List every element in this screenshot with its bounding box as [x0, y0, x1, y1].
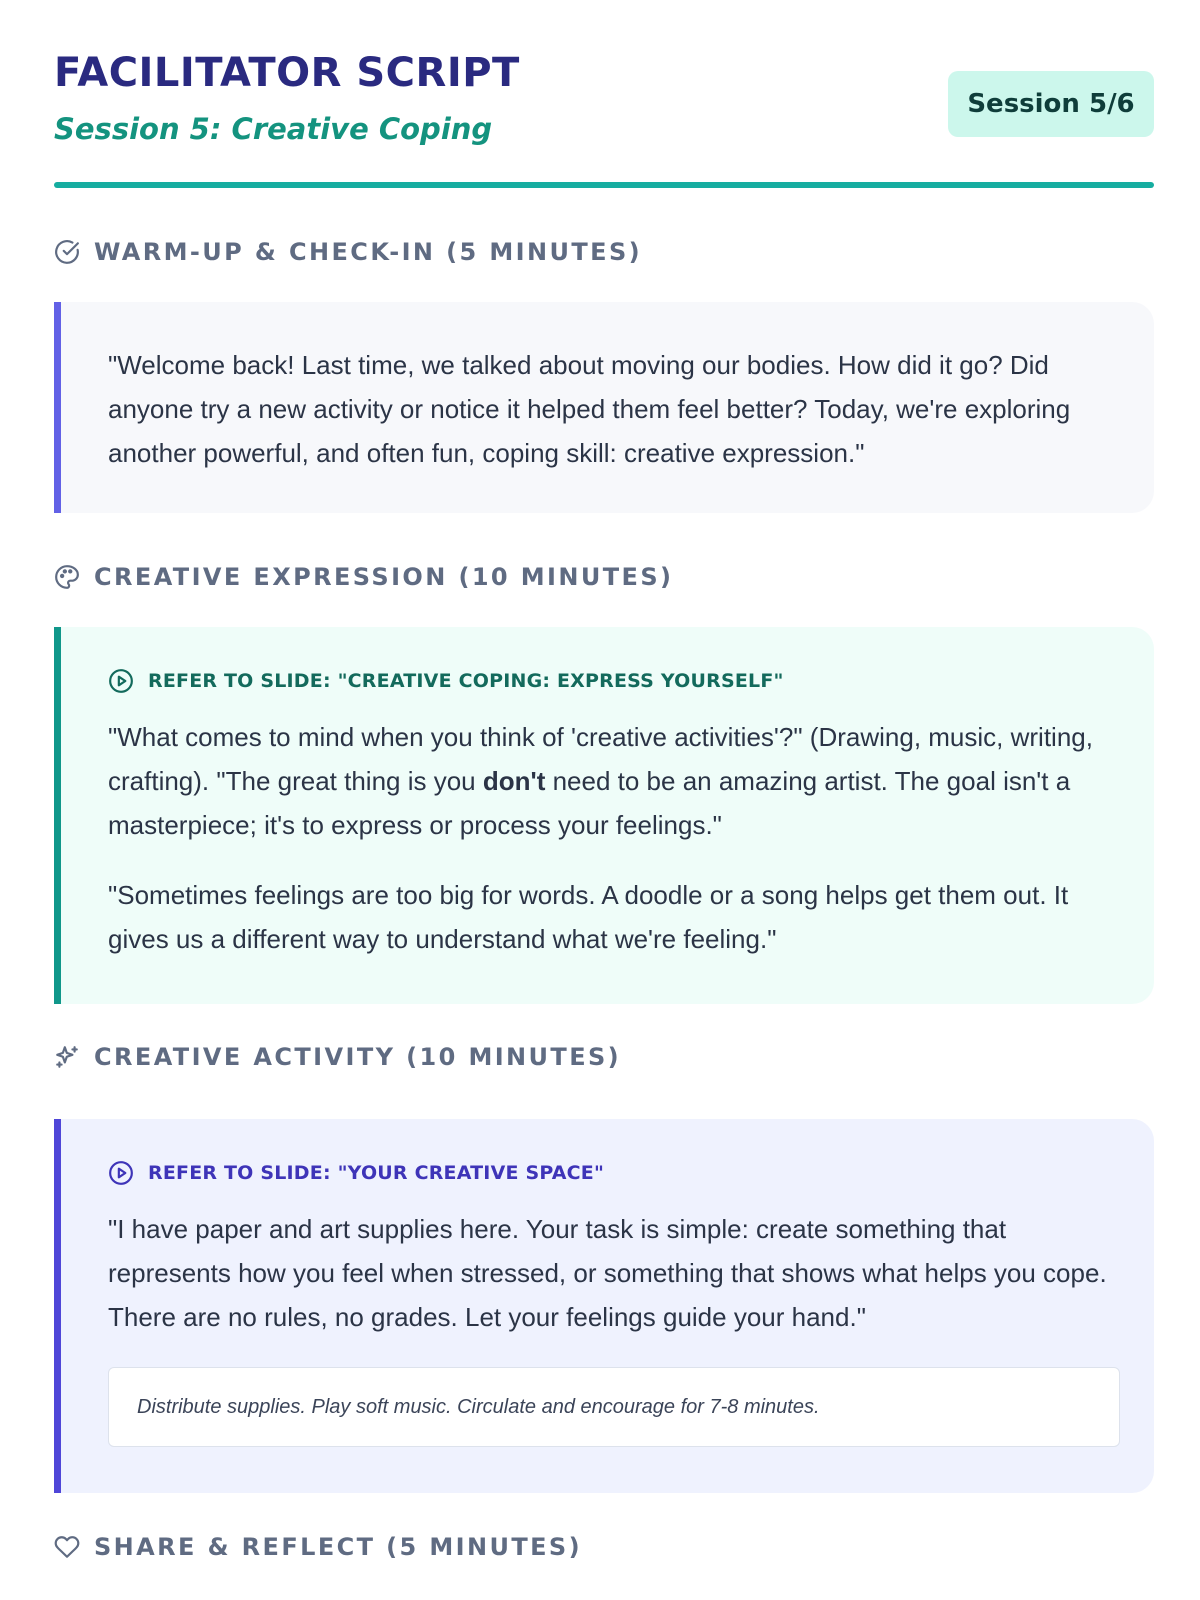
warmup-card — [54, 302, 1154, 513]
section-heading-share — [54, 1532, 582, 1562]
palette-icon — [54, 564, 80, 590]
page-title: FACILITATOR SCRIPT — [54, 50, 520, 96]
section-heading-warmup — [54, 237, 642, 267]
quote-text: "What comes to mind when you think of 'creative activities'?" (Drawing, music, writing, crafting). "The great thing is you — [108, 722, 1093, 796]
section-heading-expression — [54, 562, 673, 592]
slide-reference-label: REFER TO SLIDE: "CREATIVE COPING: EXPRESS YOURSELF" — [148, 670, 784, 692]
facilitator-script-page — [54, 0, 1154, 1561]
page-subtitle: Session 5: Creative Coping — [54, 112, 493, 146]
expression-quote-1 — [108, 715, 1108, 847]
warmup-quote: "Welcome back! Last time, we talked about moving our bodies. How did it go? Did anyone try a new activity or notice it helped them feel better? Today, we're exploring another powerful, and often fun, coping skill: creative expression." — [108, 350, 1071, 468]
play-circle-icon — [108, 1160, 134, 1186]
session-badge: Session 5/6 — [948, 71, 1154, 137]
facilitator-note: Distribute supplies. Play soft music. Circulate and encourage for 7-8 minutes. — [108, 1367, 1120, 1447]
section-heading-label: SHARE & REFLECT (5 MINUTES) — [94, 1533, 582, 1561]
heart-icon — [54, 1534, 80, 1560]
quote-text: need to be an amazing artist. The goal isn't a masterpiece; it's to express or process your feelings." — [108, 766, 1071, 840]
slide-reference — [108, 1159, 1108, 1187]
header-divider — [54, 182, 1154, 188]
section-heading-label: CREATIVE EXPRESSION (10 MINUTES) — [94, 563, 674, 591]
emphasis-text: don't — [482, 766, 546, 796]
expression-quote-2: "Sometimes feelings are too big for words. A doodle or a song helps get them out. It gives us a different way to understand what we're feeling." — [108, 880, 1069, 954]
section-heading-label: CREATIVE ACTIVITY (10 MINUTES) — [94, 1043, 622, 1071]
section-heading-label: WARM-UP & CHECK-IN (5 MINUTES) — [94, 238, 642, 266]
activity-quote: "I have paper and art supplies here. Your task is simple: create something that represents how you feel when stressed, or something that shows what helps you cope. There are no rules, no grades. Let your feelings guide your hand." — [108, 1214, 1107, 1332]
activity-card — [54, 1119, 1154, 1493]
slide-reference — [108, 667, 1108, 695]
play-circle-icon — [108, 668, 134, 694]
sparkles-icon — [54, 1044, 80, 1070]
expression-card — [54, 627, 1154, 1004]
section-heading-activity — [54, 1042, 621, 1072]
slide-reference-label: REFER TO SLIDE: "YOUR CREATIVE SPACE" — [148, 1162, 605, 1184]
header — [54, 0, 1154, 186]
check-circle-icon — [54, 239, 80, 265]
